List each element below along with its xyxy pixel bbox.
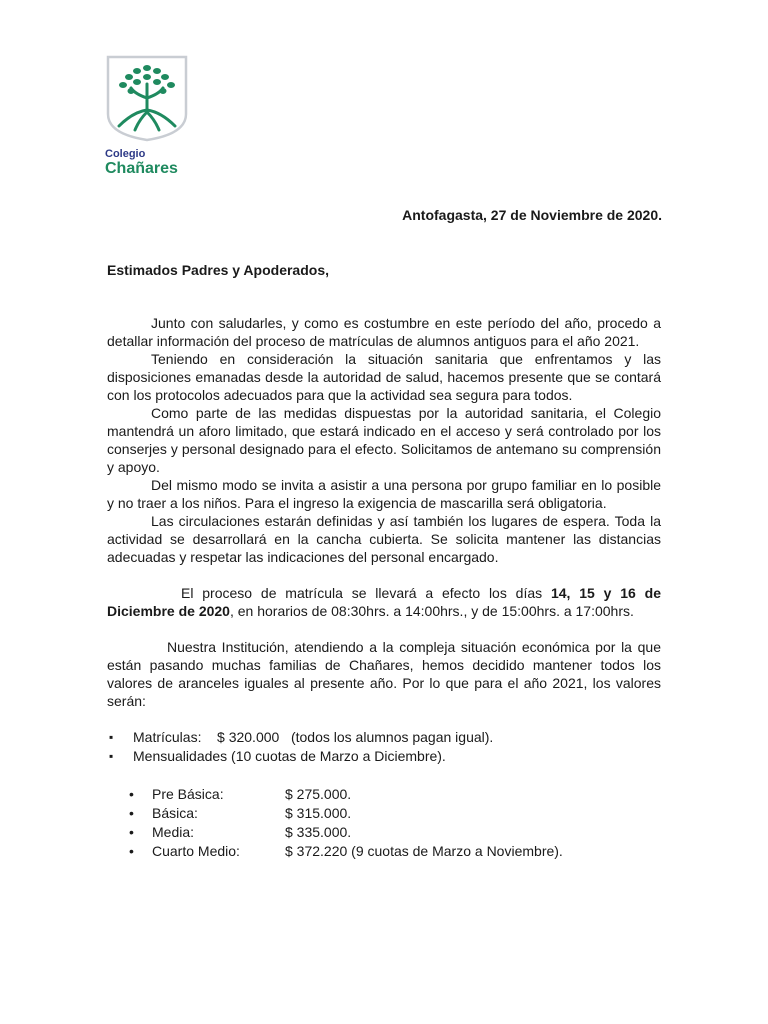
paragraph-intro: Junto con saludarles, y como es costumbre en este período del año, procedo a detallar información del proceso de matrículas de alumnos antiguos para el año 2021.	[107, 315, 661, 349]
logo-text-colegio: Colegio	[105, 148, 146, 160]
school-logo	[105, 54, 195, 178]
logo-text-chanares: Chañares	[105, 160, 178, 177]
list-item	[127, 842, 661, 861]
monthly-fees-list	[127, 785, 661, 861]
level-value: $ 335.000.	[285, 824, 352, 840]
list-item: ▪ Mensualidades (10 cuotas de Marzo a Diciembre).	[107, 747, 661, 766]
schedule-dates: 14, 15 y 16 de Diciembre de 2020	[107, 585, 661, 619]
fees-list	[107, 728, 661, 766]
paragraph-capacity: Como parte de las medidas dispuestas por la autoridad sanitaria, el Colegio mantendrá un aforo limitado, que estará indicado en el acceso y será controlado por los conserjes y personal designado para el efecto. Solicitamos de antemano su comprensión y apoyo.	[107, 405, 661, 475]
paragraph-circulation: Las circulaciones estarán definidas y así también los lugares de espera. Toda la actividad se desarrollará en la cancha cubierta. Se solicita mantener las distancias adecuadas y respetar las indicaciones del personal encargado.	[107, 513, 661, 565]
level-name: • Cuarto Medio:	[152, 843, 240, 859]
tree-emblem-icon	[105, 54, 189, 142]
paragraph-sanitary: Teniendo en consideración la situación sanitaria que enfrentamos y las disposiciones emanadas desde la autoridad de salud, hacemos presente que se contará con los protocolos adecuados para que la actividad sea segura para todos.	[107, 351, 661, 403]
level-value: $ 315.000.	[285, 805, 352, 821]
paragraph-attendance: Del mismo modo se invita a asistir a una persona por grupo familiar en lo posible y no traer a los niños. Para el ingreso la exigencia de mascarilla será obligatoria.	[107, 477, 661, 511]
level-name: • Media:	[152, 824, 195, 840]
letter-greeting: Estimados Padres y Apoderados,	[107, 262, 329, 278]
paragraph-fees-intro: Nuestra Institución, atendiendo a la compleja situación económica por la que están pasando muchas familias de Chañares, hemos decidido mantener todos los valores de aranceles iguales al presente año. Por lo que para el año 2021, los valores serán:	[107, 639, 661, 709]
list-item	[127, 804, 661, 823]
letter-date: Antofagasta, 27 de Noviembre de 2020.	[402, 207, 662, 223]
level-value: $ 372.220 (9 cuotas de Marzo a Noviembre).	[285, 843, 563, 859]
schedule-text-start: El proceso de matrícula se llevará a efecto los días	[181, 585, 551, 601]
paragraph-schedule	[107, 584, 661, 620]
schedule-text-end: , en horarios de 08:30hrs. a 14:00hrs., y de 15:00hrs. a 17:00hrs.	[229, 603, 634, 619]
level-value: $ 275.000.	[285, 786, 352, 802]
list-item	[127, 785, 661, 804]
letter-body	[107, 314, 661, 861]
list-item: ▪ Matrículas: $ 320.000 (todos los alumnos pagan igual).	[107, 728, 661, 747]
level-name: • Básica:	[152, 805, 198, 821]
list-item	[127, 823, 661, 842]
level-name: • Pre Básica:	[152, 786, 224, 802]
